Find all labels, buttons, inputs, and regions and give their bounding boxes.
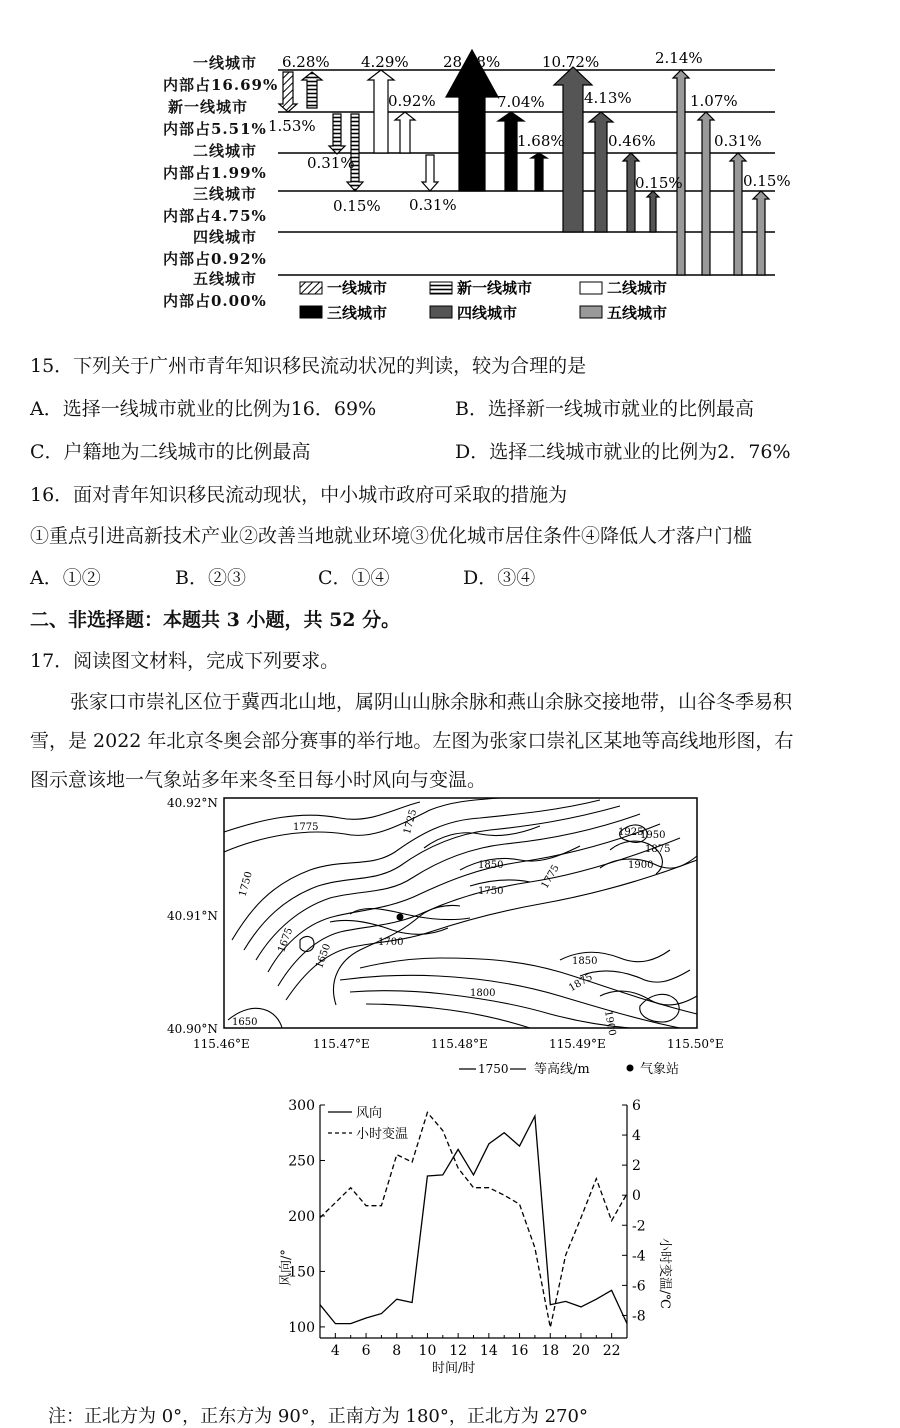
y2-tick-label: 2 bbox=[632, 1158, 641, 1175]
row-name: 一线城市 bbox=[193, 54, 258, 72]
q15-option-c: C．户籍地为二线城市的比例最高 bbox=[30, 441, 311, 463]
wind-direction-line bbox=[320, 1116, 627, 1324]
legend-series-temp: 小时变温 bbox=[356, 1127, 409, 1142]
flow-value: 10.72% bbox=[542, 53, 600, 71]
y2-tick-label: -8 bbox=[632, 1308, 646, 1325]
flow-value: 0.31% bbox=[409, 196, 457, 214]
x-tick-label: 6 bbox=[361, 1343, 371, 1359]
contour-label: 1725 bbox=[402, 808, 420, 836]
flow-value: 1.68% bbox=[517, 132, 565, 150]
contour-label: 1775 bbox=[293, 822, 319, 833]
y2-tick-label: 4 bbox=[632, 1128, 641, 1145]
y2-tick-label: -6 bbox=[632, 1278, 646, 1295]
row-name: 五线城市 bbox=[193, 270, 258, 288]
flow-value: 4.29% bbox=[361, 53, 409, 71]
x-tick-label: 18 bbox=[541, 1343, 560, 1359]
q15-stem: 15．下列关于广州市青年知识移民流动状况的判读，较为合理的是 bbox=[30, 355, 587, 377]
y2-tick-label: 6 bbox=[632, 1098, 641, 1114]
q17-paragraph: 雪，是 2022 年北京冬奥会部分赛事的举行地。左图为张家口崇礼区某地等高线地形图，右 bbox=[30, 730, 794, 752]
q16-option-a: A．①② bbox=[30, 567, 101, 589]
legend-label: 新一线城市 bbox=[457, 279, 533, 297]
contour-label: 1675 bbox=[276, 926, 296, 955]
x-tick-label: 16 bbox=[510, 1343, 529, 1359]
row-share: 内部占16.69% bbox=[163, 76, 279, 94]
x-axis-label: 时间/时 bbox=[432, 1361, 476, 1376]
legend-label: 四线城市 bbox=[457, 304, 518, 322]
legend-label: 三线城市 bbox=[327, 304, 388, 322]
flow-value: 6.28% bbox=[282, 53, 330, 71]
contour-label: 1775 bbox=[539, 863, 562, 891]
q16-items: ①重点引进高新技术产业②改善当地就业环境③优化城市居住条件④降低人才落户门槛 bbox=[30, 525, 753, 547]
contour-label: 1925 bbox=[618, 827, 644, 838]
legend-station-text: 气象站 bbox=[640, 1062, 680, 1077]
flow-value: 1.53% bbox=[268, 117, 316, 135]
legend-label: 一线城市 bbox=[327, 279, 388, 297]
flow-value: 0.15% bbox=[743, 172, 791, 190]
legend-series-wind: 风向 bbox=[356, 1106, 383, 1121]
legend-contour-text: 等高线/m bbox=[534, 1062, 590, 1077]
flow-value: 0.31% bbox=[307, 154, 355, 172]
x-tick-label: 10 bbox=[418, 1343, 437, 1359]
y-tick-label: 200 bbox=[288, 1208, 315, 1225]
x-tick-label: 12 bbox=[449, 1343, 468, 1359]
q15-option-d: D．选择二线城市就业的比例为2．76% bbox=[455, 441, 791, 463]
y-tick-label: 100 bbox=[288, 1319, 315, 1336]
y-tick-label: 250 bbox=[288, 1153, 315, 1170]
wind-temperature-chart bbox=[0, 1090, 900, 1380]
legend-label: 二线城市 bbox=[607, 279, 668, 297]
flow-arrows bbox=[0, 0, 900, 330]
contour-map bbox=[0, 790, 900, 1090]
flow-value: 0.92% bbox=[388, 92, 436, 110]
x-tick-label: 8 bbox=[392, 1343, 402, 1359]
contour-label: 1875 bbox=[567, 971, 595, 995]
flow-value: 28.48% bbox=[443, 53, 501, 71]
contour-label: 1900 bbox=[602, 1009, 618, 1037]
q17-stem: 17．阅读图文材料，完成下列要求。 bbox=[30, 650, 340, 672]
note: 注：正北方为 0°，正东方为 90°，正南方为 180°，正北方为 270° bbox=[48, 1406, 588, 1427]
y-tick-label: 300 bbox=[288, 1098, 315, 1114]
y2-tick-label: -4 bbox=[632, 1248, 646, 1265]
lon-label: 115.49°E bbox=[549, 1037, 606, 1051]
legend-contour-value: 1750 bbox=[478, 1062, 509, 1076]
flow-value: 7.04% bbox=[497, 93, 545, 111]
row-name: 新一线城市 bbox=[168, 98, 249, 116]
y-axis-label: 风向/° bbox=[279, 1249, 294, 1286]
lon-label: 115.48°E bbox=[431, 1037, 488, 1051]
lon-label: 115.46°E bbox=[193, 1037, 250, 1051]
y2-axis-label: 小时变温/℃ bbox=[657, 1238, 672, 1309]
legend-label: 五线城市 bbox=[607, 304, 668, 322]
row-share: 内部占1.99% bbox=[163, 164, 267, 182]
flow-value: 0.15% bbox=[635, 174, 683, 192]
flow-value: 0.31% bbox=[714, 132, 762, 150]
q15-option-b: B．选择新一线城市就业的比例最高 bbox=[455, 398, 754, 420]
row-share: 内部占5.51% bbox=[163, 120, 267, 138]
q16-option-d: D．③④ bbox=[463, 567, 536, 589]
contour-label: 1650 bbox=[314, 942, 334, 971]
q17-paragraph: 图示意该地一气象站多年来冬至日每小时风向与变温。 bbox=[30, 769, 487, 791]
contour-label: 1750 bbox=[478, 886, 504, 897]
q17-paragraph: 张家口市崇礼区位于冀西北山地，属阴山山脉余脉和燕山余脉交接地带，山谷冬季易积 bbox=[70, 691, 793, 713]
contour-label: 1850 bbox=[572, 956, 598, 967]
y2-tick-label: -2 bbox=[632, 1218, 646, 1235]
lat-label: 40.92°N bbox=[167, 796, 218, 810]
row-share: 内部占0.00% bbox=[163, 292, 267, 310]
flow-value: 4.13% bbox=[584, 89, 632, 107]
contour-label: 1850 bbox=[478, 860, 504, 871]
contour-label: 1650 bbox=[232, 1017, 258, 1028]
q16-option-c: C．①④ bbox=[318, 567, 390, 589]
y-tick-label: 150 bbox=[288, 1264, 315, 1281]
row-name: 二线城市 bbox=[193, 142, 258, 160]
lat-label: 40.91°N bbox=[167, 909, 218, 923]
x-tick-label: 4 bbox=[330, 1343, 340, 1359]
contour-label: 1875 bbox=[645, 844, 671, 855]
q16-option-b: B．②③ bbox=[175, 567, 246, 589]
lat-label: 40.90°N bbox=[167, 1022, 218, 1036]
lon-label: 115.47°E bbox=[313, 1037, 370, 1051]
flow-value: 2.14% bbox=[655, 49, 703, 67]
map-legend bbox=[459, 1061, 679, 1077]
x-tick-label: 14 bbox=[479, 1343, 498, 1359]
flow-value: 1.07% bbox=[690, 92, 738, 110]
lon-label: 115.50°E bbox=[667, 1037, 724, 1051]
contour-label: 1750 bbox=[237, 870, 255, 898]
row-name: 三线城市 bbox=[193, 185, 258, 203]
flow-value: 0.15% bbox=[333, 197, 381, 215]
temperature-change-line bbox=[320, 1113, 627, 1328]
contour-label: 1800 bbox=[470, 988, 496, 999]
q16-stem: 16．面对青年知识移民流动现状，中小城市政府可采取的措施为 bbox=[30, 484, 568, 506]
flow-value: 0.46% bbox=[608, 132, 656, 150]
q15-option-a: A．选择一线城市就业的比例为16．69% bbox=[30, 398, 377, 420]
contour-label: 1700 bbox=[378, 937, 404, 948]
row-name: 四线城市 bbox=[193, 228, 258, 246]
y2-tick-label: 0 bbox=[632, 1188, 641, 1205]
contour-label: 1900 bbox=[628, 860, 654, 871]
row-share: 内部占4.75% bbox=[163, 207, 267, 225]
contour-label: 1950 bbox=[640, 830, 666, 841]
row-share: 内部占0.92% bbox=[163, 250, 267, 268]
x-tick-label: 22 bbox=[602, 1343, 621, 1359]
x-tick-label: 20 bbox=[572, 1343, 590, 1359]
section-heading: 二、非选择题：本题共 3 小题，共 52 分。 bbox=[30, 609, 401, 631]
